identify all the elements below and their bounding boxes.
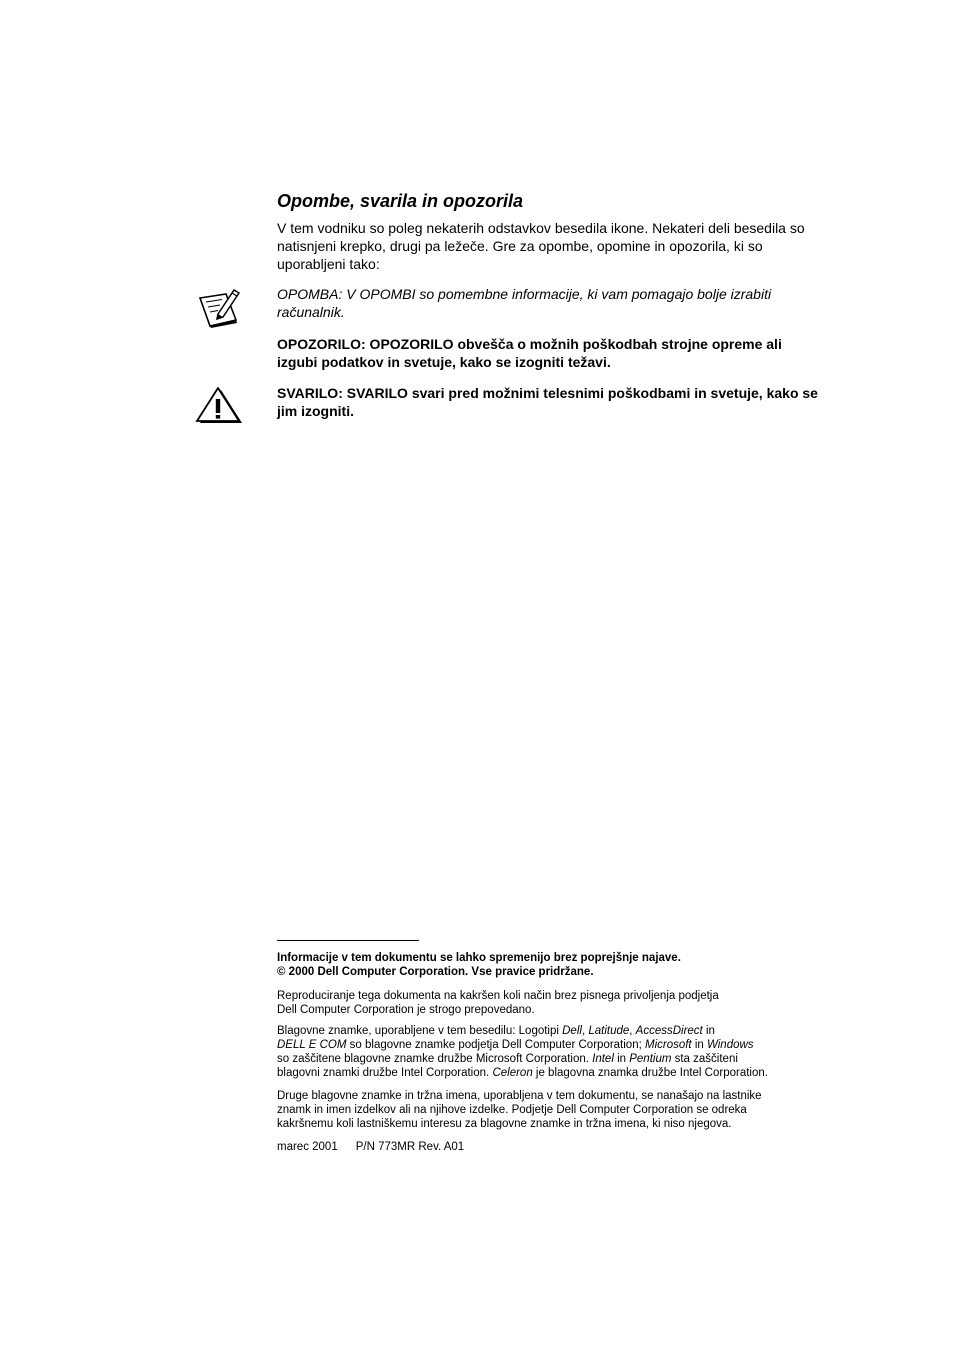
note-paragraph: OPOMBA: V OPOMBI so pomembne informacije, ki vam pomagajo bolje izrabiti računalnik.	[277, 286, 772, 320]
copyright-block	[277, 951, 827, 979]
part-number: P/N 773MR Rev. A01	[355, 1141, 465, 1153]
part-number-line	[277, 1140, 827, 1154]
other-trademarks-line: znamk in imen izdelkov ali na njihove izdelke. Podjetje Dell Computer Corporation se odreka	[277, 1104, 747, 1116]
section-heading: Opombe, svarila in opozorila	[277, 191, 524, 211]
trademark-line: blagovni znamki družbe Intel Corporation. Celeron je blagovna znamka družbe Intel Corporation.	[277, 1067, 768, 1079]
trademark-line: so zaščitene blagovne znamke družbe Microsoft Corporation. Intel in Pentium sta zaščiteni	[277, 1053, 738, 1065]
other-trademarks-line: kakršnemu koli lastniškemu interesu za blagovne znamke in tržna imena, ki niso njegova.	[277, 1118, 732, 1130]
warning-triangle-icon	[194, 387, 244, 425]
publication-date: marec 2001	[277, 1141, 338, 1153]
notice-paragraph: OPOZORILO: OPOZORILO obvešča o možnih poškodbah strojne opreme ali izgubi podatkov in svetuje, kako se izogniti težavi.	[277, 336, 782, 370]
copyright-line: © 2000 Dell Computer Corporation. Vse pravice pridržane.	[277, 966, 594, 978]
intro-paragraph: V tem vodniku so poleg nekaterih odstavkov besedila ikone. Nekateri deli besedila so natisnjeni krepko, drugi pa ležeče. Gre za opombe, opomine in opozorila, ki so uporabljeni tako:	[277, 220, 805, 272]
change-notice-line: Informacije v tem dokumentu se lahko spremenijo brez poprejšnje najave.	[277, 952, 681, 964]
trademark-line: Blagovne znamke, uporabljene v tem besedilu: Logotipi Dell, Latitude, AccessDirect in	[277, 1025, 715, 1037]
reproduction-notice	[277, 989, 827, 1017]
trademark-line: DELL E COM so blagovne znamke podjetja Dell Computer Corporation; Microsoft in Windows	[277, 1039, 754, 1051]
note-pencil-icon	[196, 286, 242, 328]
caution-paragraph: SVARILO: SVARILO svari pred možnimi telesnimi poškodbami in svetuje, kako se jim izogniti.	[277, 385, 818, 419]
other-trademarks-line: Druge blagovne znamke in tržna imena, uporabljena v tem dokumentu, se nanašajo na lastnike	[277, 1090, 762, 1102]
reproduction-line: Dell Computer Corporation je strogo prepovedano.	[277, 1004, 535, 1016]
trademark-notice	[277, 1024, 827, 1080]
other-trademarks-notice	[277, 1089, 827, 1131]
footnote-divider	[277, 940, 419, 941]
reproduction-line: Reproduciranje tega dokumenta na kakršen koli način brez pisnega privoljenja podjetja	[277, 990, 719, 1002]
